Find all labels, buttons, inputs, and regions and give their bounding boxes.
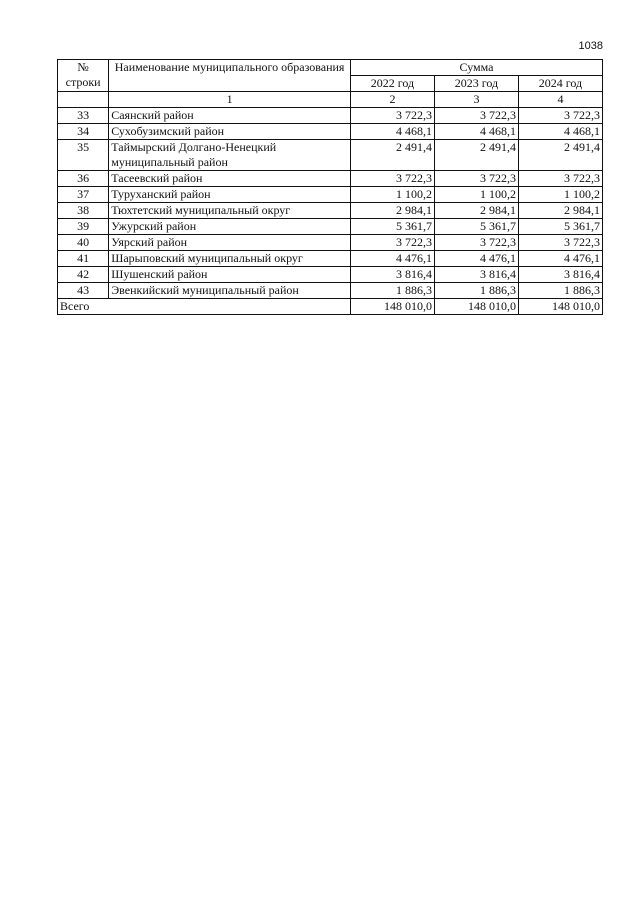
total-label: Всего — [58, 299, 351, 315]
value-2023: 3 722,3 — [434, 108, 518, 124]
row-number: 43 — [58, 283, 109, 299]
table-row — [58, 203, 603, 219]
municipality-name: Уярский район — [109, 235, 351, 251]
value-2024: 5 361,7 — [518, 219, 602, 235]
municipality-name: Тасеевский район — [109, 171, 351, 187]
municipality-name: Шарыповский муниципальный округ — [109, 251, 351, 267]
value-2022: 3 722,3 — [350, 171, 434, 187]
value-2024: 1 886,3 — [518, 283, 602, 299]
total-2022: 148 010,0 — [350, 299, 434, 315]
value-2022: 2 491,4 — [350, 140, 434, 171]
value-2024: 4 476,1 — [518, 251, 602, 267]
row-number: 33 — [58, 108, 109, 124]
table-row — [58, 267, 603, 283]
header-year-2024: 2024 год — [518, 76, 602, 92]
header-row-number: № строки — [58, 60, 109, 92]
value-2023: 1 100,2 — [434, 187, 518, 203]
row-number: 38 — [58, 203, 109, 219]
value-2022: 1 886,3 — [350, 283, 434, 299]
row-number: 36 — [58, 171, 109, 187]
value-2024: 3 722,3 — [518, 171, 602, 187]
header-index-blank — [58, 92, 109, 108]
municipality-name: Сухобузимский район — [109, 124, 351, 140]
total-2024: 148 010,0 — [518, 299, 602, 315]
value-2022: 1 100,2 — [350, 187, 434, 203]
total-2023: 148 010,0 — [434, 299, 518, 315]
value-2023: 4 476,1 — [434, 251, 518, 267]
header-index-1: 1 — [109, 92, 351, 108]
value-2024: 3 722,3 — [518, 235, 602, 251]
header-year-2023: 2023 год — [434, 76, 518, 92]
table-row — [58, 171, 603, 187]
value-2024: 2 984,1 — [518, 203, 602, 219]
value-2023: 2 984,1 — [434, 203, 518, 219]
municipality-name: Туруханский район — [109, 187, 351, 203]
subsidy-table — [57, 59, 603, 315]
value-2024: 4 468,1 — [518, 124, 602, 140]
value-2023: 2 491,4 — [434, 140, 518, 171]
row-number: 34 — [58, 124, 109, 140]
table-row — [58, 124, 603, 140]
total-row — [58, 299, 603, 315]
value-2023: 1 886,3 — [434, 283, 518, 299]
table-row — [58, 187, 603, 203]
header-index-4: 4 — [518, 92, 602, 108]
value-2023: 4 468,1 — [434, 124, 518, 140]
header-index-2: 2 — [350, 92, 434, 108]
table-row — [58, 140, 603, 171]
table-row — [58, 108, 603, 124]
value-2022: 2 984,1 — [350, 203, 434, 219]
row-number: 35 — [58, 140, 109, 171]
value-2023: 3 722,3 — [434, 171, 518, 187]
row-number: 41 — [58, 251, 109, 267]
header-year-2022: 2022 год — [350, 76, 434, 92]
value-2024: 3 816,4 — [518, 267, 602, 283]
table-row — [58, 235, 603, 251]
header-municipality-name: Наименование муниципального образования — [109, 60, 351, 92]
row-number: 37 — [58, 187, 109, 203]
value-2023: 3 722,3 — [434, 235, 518, 251]
municipality-name: Саянский район — [109, 108, 351, 124]
value-2023: 3 816,4 — [434, 267, 518, 283]
municipality-name: Эвенкийский муниципальный район — [109, 283, 351, 299]
row-number: 42 — [58, 267, 109, 283]
value-2022: 3 722,3 — [350, 235, 434, 251]
table-row — [58, 251, 603, 267]
value-2022: 5 361,7 — [350, 219, 434, 235]
municipality-name: Таймырский Долгано-Ненецкий муниципальный район — [109, 140, 351, 171]
value-2022: 4 468,1 — [350, 124, 434, 140]
table-header — [58, 60, 603, 108]
table-body — [58, 108, 603, 315]
table-row — [58, 219, 603, 235]
value-2022: 4 476,1 — [350, 251, 434, 267]
municipality-name: Тюхтетский муниципальный округ — [109, 203, 351, 219]
municipality-name: Ужурский район — [109, 219, 351, 235]
table-row — [58, 283, 603, 299]
row-number: 39 — [58, 219, 109, 235]
municipality-name: Шушенский район — [109, 267, 351, 283]
header-sum: Сумма — [350, 60, 602, 76]
value-2022: 3 816,4 — [350, 267, 434, 283]
header-index-3: 3 — [434, 92, 518, 108]
value-2024: 3 722,3 — [518, 108, 602, 124]
value-2024: 1 100,2 — [518, 187, 602, 203]
value-2024: 2 491,4 — [518, 140, 602, 171]
page-number: 1038 — [578, 40, 603, 52]
row-number: 40 — [58, 235, 109, 251]
value-2023: 5 361,7 — [434, 219, 518, 235]
value-2022: 3 722,3 — [350, 108, 434, 124]
